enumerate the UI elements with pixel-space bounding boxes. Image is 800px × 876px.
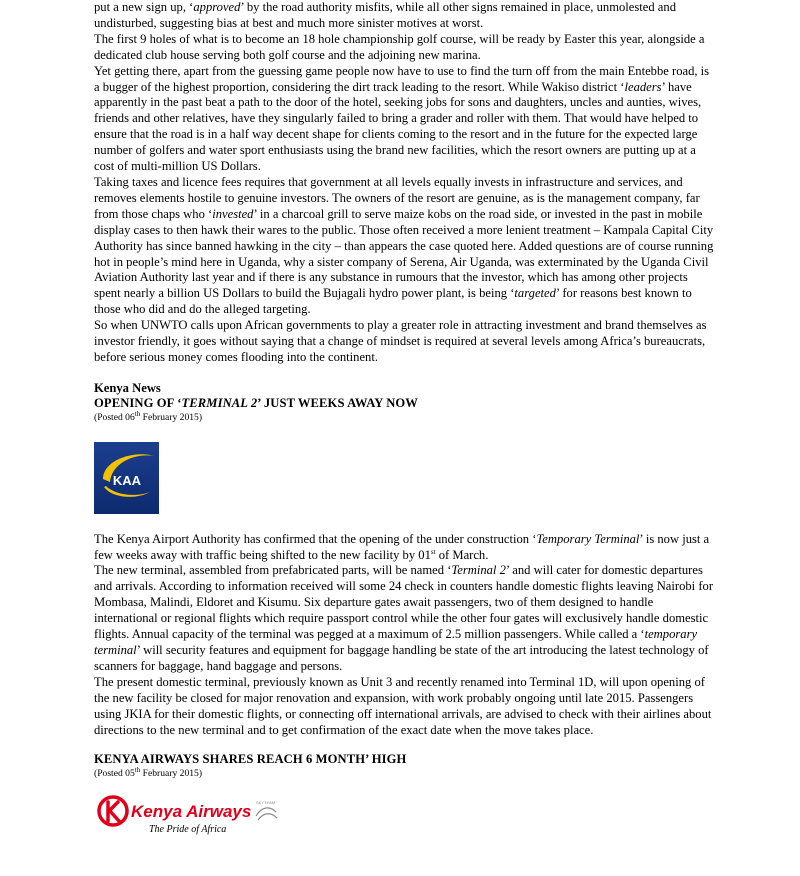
article-1-paragraph: [94, 0, 714, 32]
posted-date: [94, 765, 714, 780]
posted-text: (Posted 06: [94, 411, 135, 423]
text-run: So when UNWTO calls upon African governments to play a greater role in attracting investment and brand themselves as investor friendly, it goes without saying that a change of mindset is required at several levels among Africa’s bureaucrats, before serious money comes flooding into the continent.: [94, 318, 707, 364]
kenya-airways-logo-image: [94, 792, 282, 836]
text-run: ’ for reasons best known to those who did and do the alleged targeting.: [94, 286, 692, 317]
text-run: Yet getting there, apart from the guessing game people now have to use to find the turn off from the main Entebbe road, is a bugger of the highest proportion, considering the dirt track leading to the resort. While Wakiso district ‘: [94, 63, 710, 94]
skyteam-icon: [256, 808, 277, 820]
title-part: OPENING OF ‘: [94, 396, 182, 411]
posted-text: February 2015): [140, 411, 203, 423]
article-1: [94, 0, 714, 366]
posted-date: [94, 409, 714, 424]
text-run: The present domestic terminal, previously known as Unit 3 and recently renamed into Terminal 1D, will upon opening of the new facility be closed for major renovation and expansion, with work probably ongoing until late 2015. Passengers using JKIA for their domestic flights, or connecting off international arrivals, are advised to check with their airlines about directions to the new terminal and to get confirmation of the exact date when the move takes place.: [94, 674, 712, 737]
kenya-airways-k-mark: [108, 802, 119, 821]
italic-run: temporary terminal: [94, 627, 698, 657]
posted-text: February 2015): [140, 767, 203, 779]
article-1-paragraph: [94, 64, 714, 175]
title-italic: TERMINAL 2: [181, 396, 258, 411]
text-run: put a new sign up, ‘: [94, 0, 194, 14]
text-run: of March.: [435, 547, 489, 562]
article-2-paragraph: [94, 675, 714, 739]
kaa-logo-image: [94, 442, 159, 514]
italic-run: invested: [212, 206, 254, 221]
posted-text: (Posted 05: [94, 767, 135, 779]
article-1-paragraph: [94, 32, 714, 64]
italic-run: Terminal 2: [451, 563, 506, 578]
text-run: ’ and will cater for domestic departures and arrivals. According to information received will some 24 check in counters handle domestic flights leaving Nairobi for Mombasa, Malindi, Eldoret and Kisumu. Six departure gates await passengers, two of them designed to handle international or regional flights which require passport control while the other four gates will exclusively handle domestic flights. Annual capacity of the terminal was pegged at a maximum of 2.5 million passengers. While called a ‘: [94, 563, 714, 642]
text-run: The Kenya Airport Authority has confirmed that the opening of the under construction ‘: [94, 531, 537, 546]
article-2-paragraph: [94, 532, 714, 564]
article-2-paragraph: [94, 563, 714, 674]
posted-ordinal: th: [134, 765, 141, 774]
text-run: ’ have apparently in the past beat a path to the door of the hotel, seeking jobs for sons and daughters, uncles and aunties, wives, friends and other relatives, have they singularly failed to bring a grader and roller with them. That would have helped to ensure that the road is in a half way decent shape for clients coming to the resort and in the future for the expected large number of golfers and water sport enthusiasts using the brand new facilities, which the resort owners are putting up at a cost of multi-million US Dollars.: [94, 79, 702, 174]
text-run: ’ by the road authority misfits, while all other signs remained in place, unmolested and undisturbed, suggesting bias at best and much more sinister motives at worst.: [94, 0, 676, 30]
posted-ordinal: th: [134, 409, 141, 418]
superscript-run: st: [430, 547, 436, 556]
section-heading: Kenya News: [94, 380, 161, 395]
title-part: ’ JUST WEEKS AWAY NOW: [257, 396, 419, 411]
document-page: [94, 0, 714, 836]
text-run: ’ in a charcoal grill to serve maize kobs on the road side, or invested in the past in mobile display cases to then hawk their wares to the public. Those often received a more lenient treatment – Kampala Capital City Authority has since banned hawking in the city – than appears the case quoted here. Added questions are of course running hot in people’s mind here in Uganda, why a sister company of Serena, Air Uganda, was exterminated by the Uganda Civil Aviation Authority last year and if there is any substance in rumours that the investor, which has among other projects spent nearly a billion US Dollars to build the Bujagali hydro power plant, is being ‘: [94, 206, 714, 301]
article-title: [94, 396, 714, 411]
text-run: The first 9 holes of what is to become an 18 hole championship golf course, will be ready by Easter this year, alongside a dedicated club house serving both golf course and the adjoining new marina.: [94, 31, 705, 62]
italic-run: targeted: [514, 286, 556, 301]
kaa-logo-text: KAA: [112, 472, 142, 488]
article-3: [94, 752, 714, 835]
article-2: [94, 381, 714, 739]
text-run: ’ is now just a few weeks away with traffic being shifted to the new facility by 01: [94, 531, 710, 562]
text-run: The new terminal, assembled from prefabricated parts, will be named ‘: [94, 563, 452, 578]
kenya-airways-tagline: The Pride of Africa: [149, 823, 227, 835]
italic-run: leaders: [624, 79, 662, 94]
text-run: Taking taxes and licence fees requires that government at all levels equally invests in infrastructure and services, and removes elements hostile to genuine investors. The owners of the resort are genuine, as is the management company, far from those chaps who ‘: [94, 174, 700, 221]
article-1-paragraph: [94, 318, 714, 366]
article-title: KENYA AIRWAYS SHARES REACH 6 MONTH’ HIGH: [94, 752, 407, 767]
kenya-airways-k-circle: [99, 797, 127, 825]
text-run: ’ will security features and equipment for baggage handling be state of the art introducing the latest technology of scanners for baggage, hand baggage and persons.: [94, 643, 709, 673]
skyteam-text: SKYTEAM: [256, 799, 276, 805]
article-1-paragraph: [94, 175, 714, 318]
italic-run: approved: [193, 0, 241, 14]
italic-run: Temporary Terminal: [536, 531, 640, 546]
kenya-airways-brand-text: Kenya Airways: [131, 801, 252, 821]
